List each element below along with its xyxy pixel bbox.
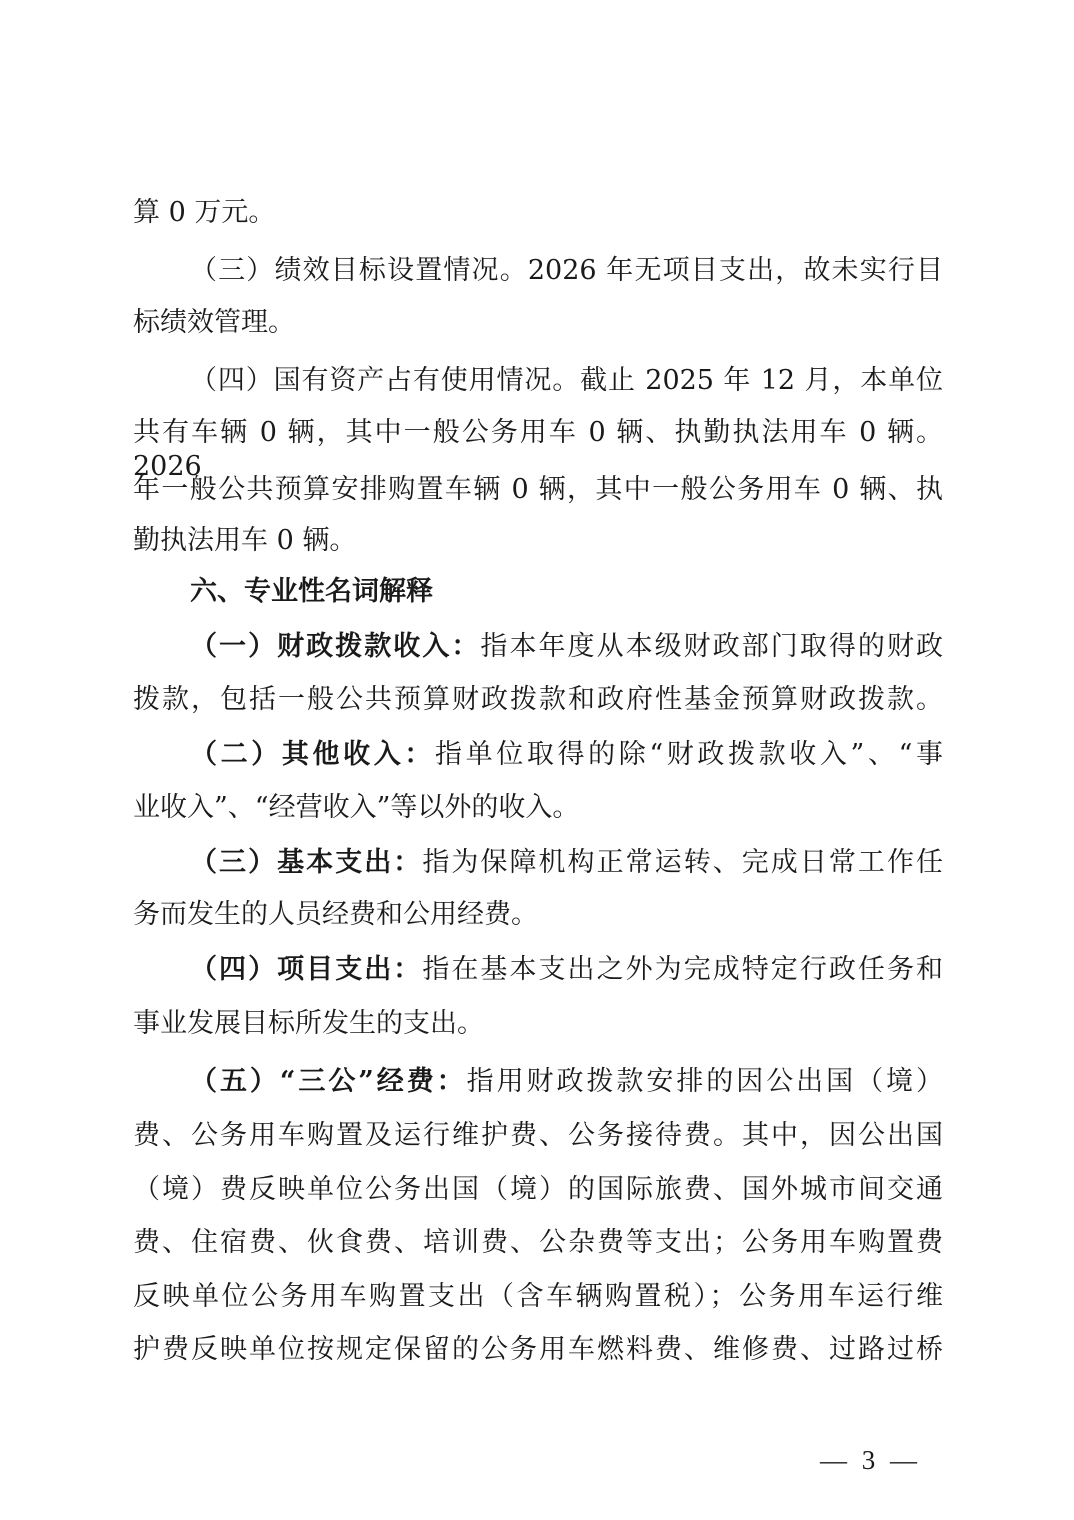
text-line	[190, 364, 943, 398]
line-text: 勤执法用车 0 辆。	[133, 525, 357, 556]
line-text: （境）费反映单位公务出国（境）的国际旅费、国外城市间交通	[133, 1174, 943, 1205]
page-number: — 3 —	[820, 1445, 921, 1475]
text-line	[133, 524, 943, 558]
line-text: 护费反映单位按规定保留的公务用车燃料费、维修费、过路过桥	[133, 1334, 943, 1365]
text-line	[133, 1333, 943, 1367]
term-label: （五）“三公”经费：	[190, 1066, 467, 1097]
section-heading	[190, 575, 943, 609]
term-label: （一）财政拨款收入：	[190, 631, 481, 662]
text-line	[190, 630, 943, 664]
line-text: 业收入”、“经营收入”等以外的收入。	[133, 792, 580, 823]
line-text: 六、专业性名词解释	[190, 576, 433, 607]
term-label: （二）其他收入：	[190, 739, 435, 770]
line-text: 事业发展目标所发生的支出。	[133, 1008, 484, 1039]
text-line	[190, 953, 943, 987]
line-text: 指单位取得的除“财政拨款收入”、“事	[435, 739, 944, 770]
term-label: （四）项目支出：	[190, 954, 423, 985]
text-line	[190, 1065, 943, 1099]
line-text: 反映单位公务用车购置支出（含车辆购置税）；公务用车运行维	[133, 1281, 943, 1312]
line-text: 指用财政拨款安排的因公出国（境）	[466, 1066, 944, 1097]
line-text: 费、住宿费、伙食费、培训费、公杂费等支出；公务用车购置费	[133, 1227, 943, 1258]
line-text: 指在基本支出之外为完成特定行政任务和	[422, 954, 944, 985]
line-text: 算 0 万元。	[133, 197, 276, 228]
text-line	[133, 306, 943, 340]
text-line	[133, 196, 943, 230]
line-text: 指为保障机构正常运转、完成日常工作任	[422, 847, 944, 878]
text-line	[133, 416, 943, 482]
term-label: （三）基本支出：	[190, 847, 423, 878]
text-line	[133, 1280, 943, 1314]
line-text: 务而发生的人员经费和公用经费。	[133, 899, 538, 930]
line-text: （三）绩效目标设置情况。2026 年无项目支出，故未实行目	[190, 255, 943, 286]
line-text: 共有车辆 0 辆，其中一般公务用车 0 辆、执勤执法用车 0 辆。2026	[133, 417, 943, 482]
text-line	[133, 473, 943, 507]
text-line	[133, 1226, 943, 1260]
text-line	[190, 738, 943, 772]
line-text: 指本年度从本级财政部门取得的财政	[480, 631, 944, 662]
text-line	[133, 791, 943, 825]
line-text: （四）国有资产占有使用情况。截止 2025 年 12 月，本单位	[190, 365, 943, 396]
text-line	[133, 898, 943, 932]
text-line	[190, 846, 943, 880]
text-line	[133, 1119, 943, 1153]
line-text: 拨款，包括一般公共预算财政拨款和政府性基金预算财政拨款。	[133, 684, 943, 715]
text-line	[190, 254, 943, 288]
line-text: 标绩效管理。	[133, 307, 295, 338]
text-line	[133, 1173, 943, 1207]
line-text: 费、公务用车购置及运行维护费、公务接待费。其中，因公出国	[133, 1120, 943, 1151]
line-text: 年一般公共预算安排购置车辆 0 辆，其中一般公务用车 0 辆、执	[133, 474, 943, 505]
text-line	[133, 1007, 943, 1041]
text-line	[133, 683, 943, 717]
